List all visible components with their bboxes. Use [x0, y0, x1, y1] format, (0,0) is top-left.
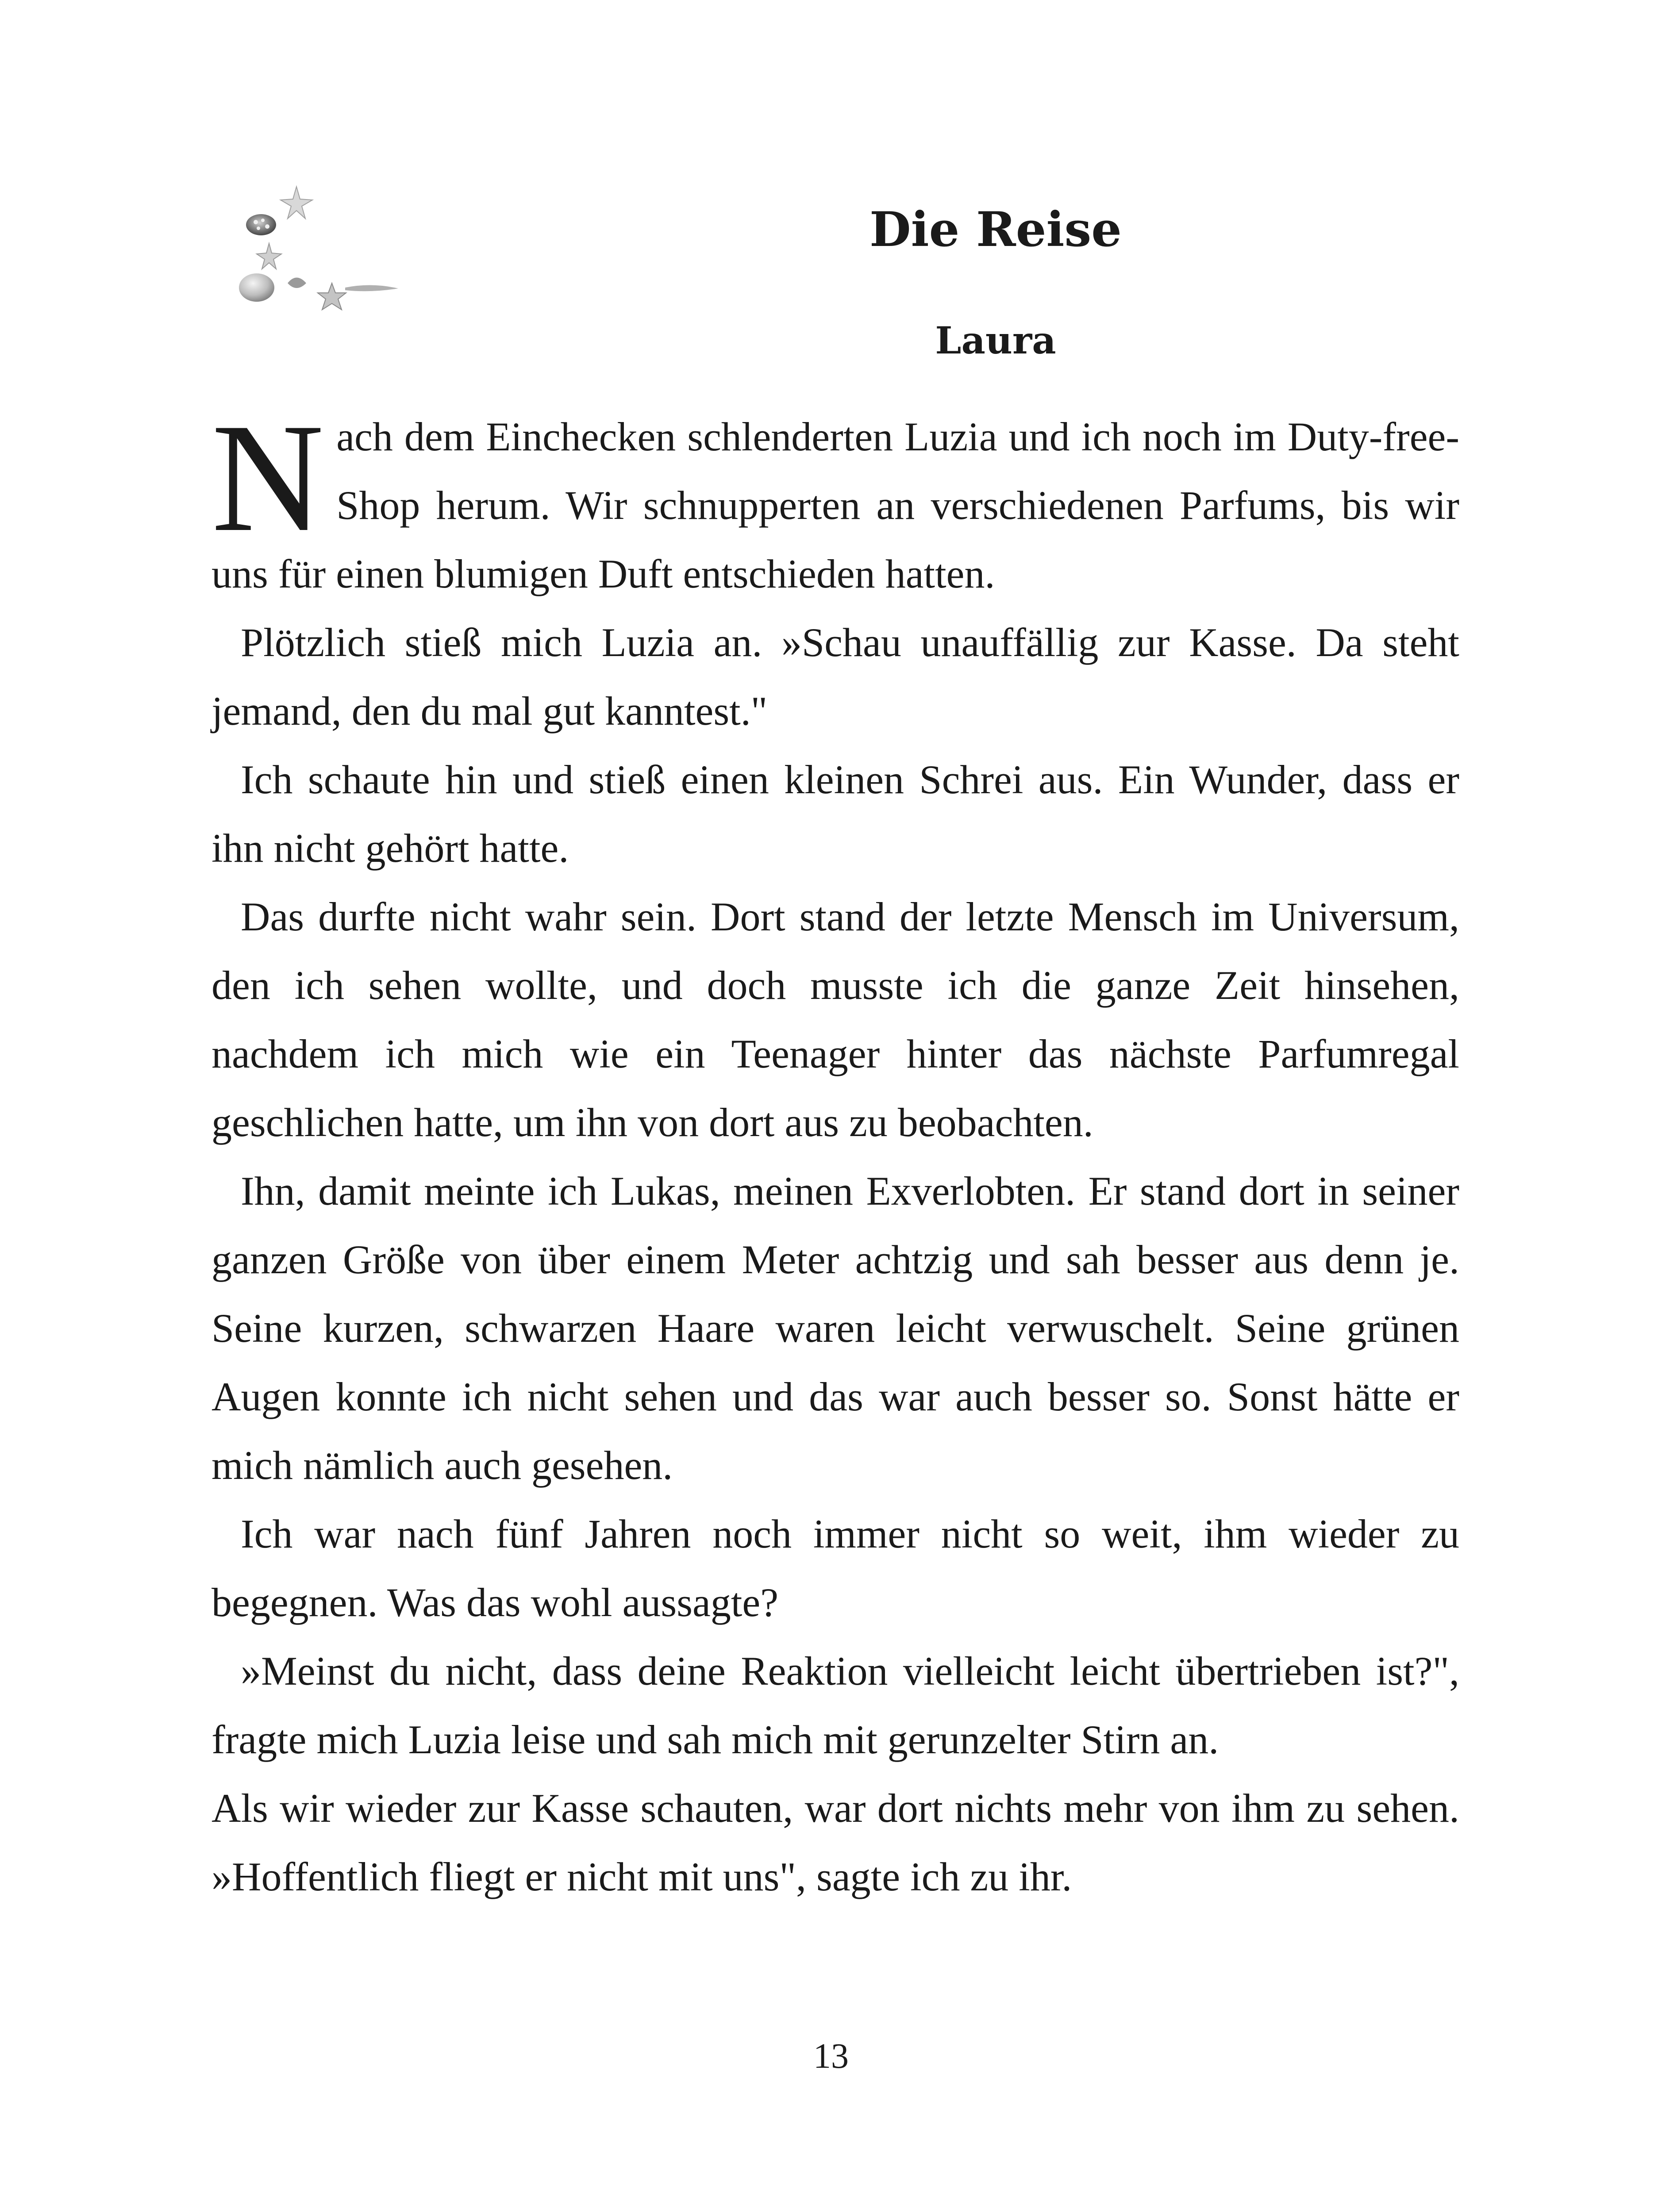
paragraph: Ihn, damit meinte ich Lukas, meinen Exverlobten. Er stand dort in seiner ganzen Größe von über einem Meter achtzig und sah besser aus denn je. Seine kurzen, schwarzen Haare waren leicht verwuschelt. Seine grünen Augen konnte ich nicht sehen und das war auch besser so. Sonst hätte er mich nämlich auch gesehen.: [212, 1168, 1459, 1488]
paragraph: Plötzlich stieß mich Luzia an. »Schau unauffällig zur Kasse. Da steht jemand, den du mal gut kanntest.": [212, 620, 1459, 733]
paragraph: Ich schaute hin und stieß einen kleinen Schrei aus. Ein Wunder, dass er ihn nicht gehört hatte.: [212, 757, 1459, 871]
paragraph: [212, 392, 1459, 608]
paragraph: Das durfte nicht wahr sein. Dort stand der letzte Mensch im Universum, den ich sehen wollte, und doch musste ich die ganze Zeit hinsehen, nachdem ich mich wie ein Teenager hinter das nächste Parfumregal geschlichen hatte, um ihn von dort aus zu beobachten.: [212, 894, 1459, 1145]
paragraph-text: ach dem Einchecken schlenderten Luzia und ich noch im Duty-free-Shop herum. Wir schnupperten an verschiedenen Parfums, bis wir uns für einen blumigen Duft entschieden hatten.: [212, 414, 1459, 596]
seashells-starfish-icon: [230, 177, 416, 327]
paragraph: Ich war nach fünf Jahren noch immer nicht so weit, ihm wieder zu begegnen. Was das wohl aussagte?: [212, 1511, 1459, 1625]
paragraph: »Meinst du nicht, dass deine Reaktion vielleicht leicht übertrieben ist?", fragte mich Luzia leise und sah mich mit gerunzelter Stirn an.: [212, 1648, 1459, 1762]
body-text: [212, 392, 1459, 1911]
paragraph: Als wir wieder zur Kasse schauten, war dort nichts mehr von ihm zu sehen. »Hoffentlich fliegt er nicht mit uns", sagte ich zu ihr.: [212, 1786, 1459, 1899]
page-number: 13: [813, 2037, 849, 2076]
drop-cap: N: [212, 392, 324, 564]
chapter-subtitle: Laura: [935, 319, 1056, 362]
chapter-title: Die Reise: [869, 202, 1122, 257]
